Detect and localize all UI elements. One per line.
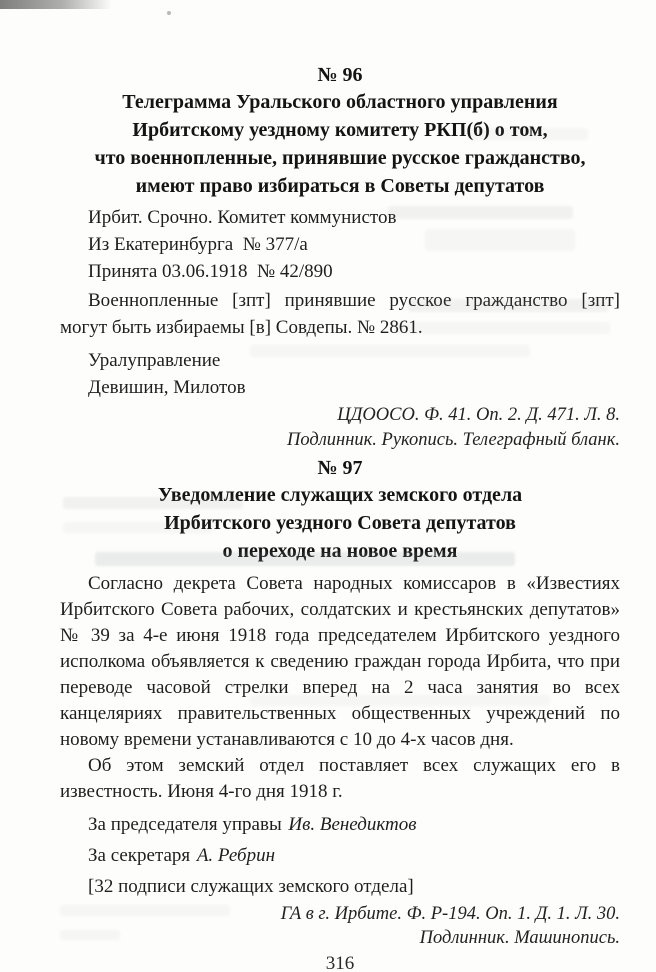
doc96-title-line: Ирбитскому уездному комитету РКП(б) о том, [132,119,548,141]
signature-row [88,811,620,838]
doc97-body-paragraph-1: Согласно декрета Совета народных комиссаров в «Известиях Ирбитского Совета рабочих, солдатских и крестьянских депутатов» № 39 за 4-е июня 1918 года председателем Ирбитского уездного исполкома объявляется к сведению граждан города Ирбита, что при переводе часовой стрелки вперед на 2 часа занятия во всех канцеляриях правительственных общественных учреждений по новому времени устанавливаются с 10 до 4-х часов дня. [60,573,620,750]
doc96-title-line: Телеграмма Уральского областного управления [122,91,558,113]
doc97-number: № 97 [317,457,363,479]
doc97-body-paragraph-2: Об этом земский отдел поставляет всех служащих его в известность. Июня 4-го дня 1918 г. [60,755,620,802]
doc96-title-line: что военнопленные, принявшие русское гражданство, [94,147,586,169]
document-96 [60,62,620,453]
telegram-origin: Из Екатеринбурга № 377/а [88,234,308,255]
telegram-destination: Ирбит. Срочно. Комитет коммунистов [88,207,397,228]
scan-smudge-artifact [0,0,112,9]
telegram-meta [60,204,620,285]
doc96-signoff-names: Девишин, Милотов [88,377,246,398]
doc97-archive-note: Подлинник. Машинопись. [419,928,620,948]
doc96-title [60,88,620,200]
signature-row [88,842,620,869]
doc97-title-line: Уведомление служащих земского отдела [157,484,523,506]
signatures-count-note: [32 подписи служащих земского отдела] [88,876,414,897]
doc97-title-line: о переходе на новое время [222,540,458,562]
page-number: 316 [325,953,355,972]
doc96-signoff [60,347,620,401]
doc97-archive-citation: ГА в г. Ирбите. Ф. Р-194. Оп. 1. Д. 1. Л. 30. [280,904,620,924]
signature-label: За секретаря [88,845,191,866]
doc97-title-line: Ирбитского уездного Совета депутатов [164,512,516,534]
doc96-body-paragraph: Военнопленные [зпт] принявшие русское гражданство [зпт] могут быть избираемы [в] Совдепы. № 2861. [60,290,620,338]
signature-name: А. Ребрин [196,845,276,866]
doc97-title [60,481,620,565]
doc96-title-line: имеют право избираться в Советы депутатов [135,175,545,197]
signature-label: За председателя управы [88,814,282,835]
doc96-archive-reference [60,403,620,453]
document-97 [60,455,620,950]
doc96-signoff-org: Уралуправление [88,350,221,371]
doc97-archive-reference [60,902,620,950]
doc96-archive-citation: ЦДООСО. Ф. 41. Оп. 2. Д. 471. Л. 8. [337,405,620,425]
signature-name: Ив. Венедиктов [288,814,417,835]
telegram-received: Принята 03.06.1918 № 42/890 [88,261,333,282]
doc96-number: № 96 [317,64,363,86]
doc96-archive-note: Подлинник. Рукопись. Телеграфный бланк. [286,430,620,450]
doc97-signatures [60,811,620,900]
scan-speck-artifact [167,11,171,15]
